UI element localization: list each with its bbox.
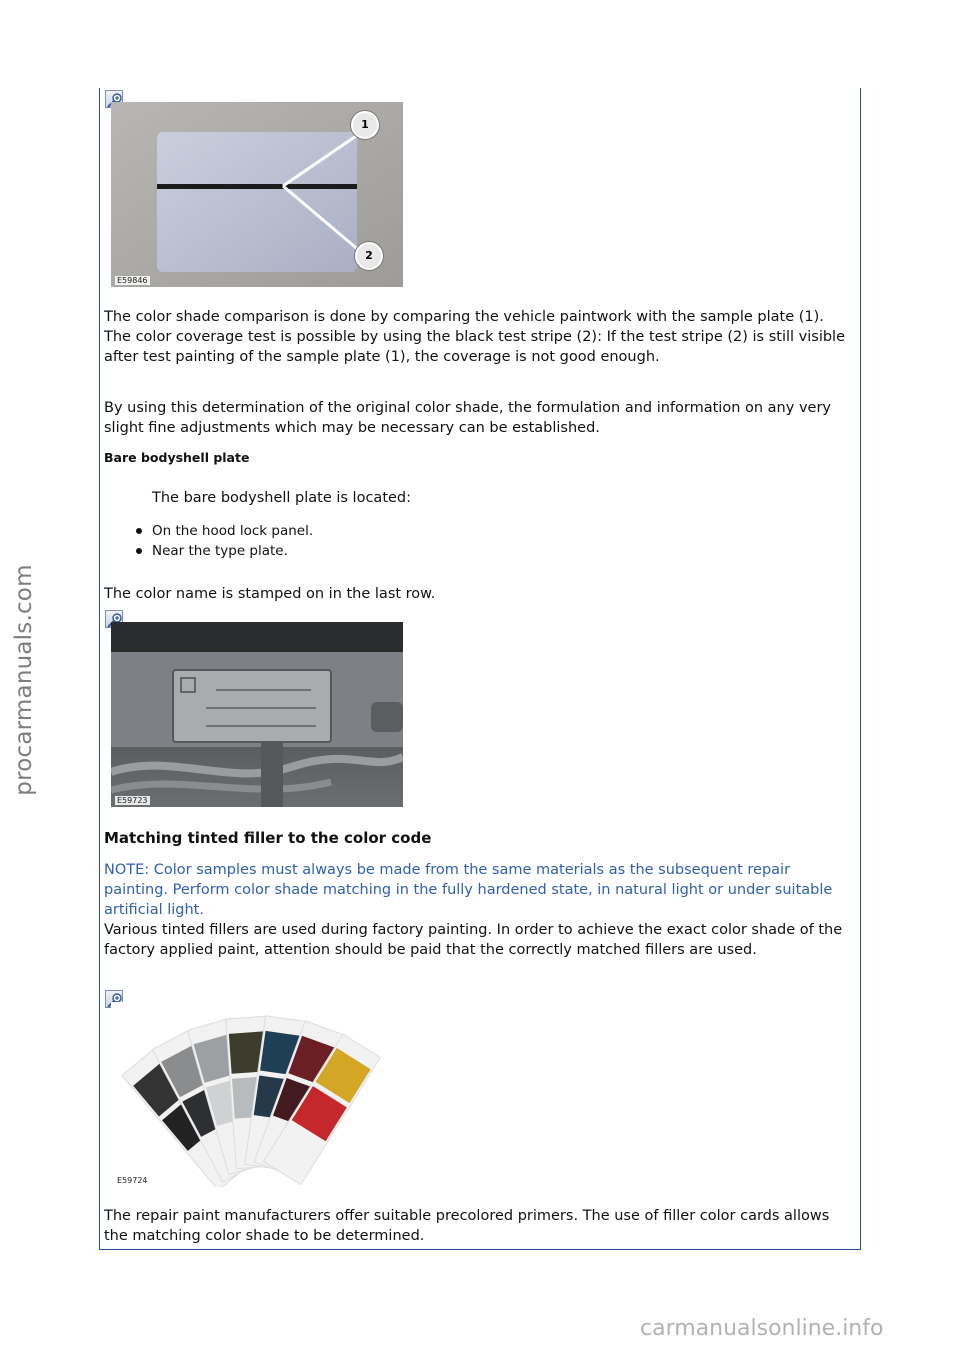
side-watermark-text: procarmanuals.com (11, 564, 37, 796)
figure-filler-color-cards (105, 990, 405, 1188)
heading-matching-tinted-filler: Matching tinted filler to the color code (104, 829, 432, 847)
callout-2: 2 (355, 242, 383, 270)
color-cards-photo (111, 1002, 403, 1187)
list-item: On the hood lock panel. (134, 521, 313, 541)
paragraph-primers: The repair paint manufacturers offer suitable precolored primers. The use of filler color cards allows the matching color shade to be determined. (104, 1208, 830, 1244)
side-watermark (4, 560, 44, 800)
figure-sample-plate (105, 90, 405, 288)
bare-plate-locations (134, 521, 313, 561)
bare-plate-intro: The bare bodyshell plate is located: (152, 490, 412, 506)
sample-plate-photo (111, 102, 403, 287)
list-item: Near the type plate. (134, 541, 313, 561)
paragraph-color-name: The color name is stamped on in the last row. (104, 586, 436, 602)
bottom-watermark: carmanualsonline.info (640, 1316, 884, 1341)
figure-bodyshell-plate (105, 610, 405, 808)
figure-code: E59724 (117, 1176, 148, 1185)
paragraph-shade-comparison: The color shade comparison is done by comparing the vehicle paintwork with the sample plate (1). The color coverage test is possible by using the black test stripe (2): If the test stripe (2) is still visible after test painting of the sample plate (1), the coverage is not good enough. (104, 309, 846, 365)
note-color-samples: NOTE: Color samples must always be made from the same materials as the subsequent repair painting. Perform color shade matching in the fully hardened state, in natural light or under suitable artificial light. (104, 862, 833, 918)
paragraph-determination: By using this determination of the original color shade, the formulation and information on any very slight fine adjustments which may be necessary can be established. (104, 400, 831, 436)
figure-code: E59723 (117, 796, 148, 805)
bodyshell-plate-photo (111, 622, 403, 807)
paragraph-tinted-fillers: Various tinted fillers are used during factory painting. In order to achieve the exact color shade of the factory applied paint, attention should be paid that the correctly matched fillers are used. (104, 922, 843, 958)
callout-1: 1 (351, 111, 379, 139)
figure-code: E59846 (117, 276, 148, 285)
heading-bare-bodyshell-plate: Bare bodyshell plate (104, 450, 250, 465)
